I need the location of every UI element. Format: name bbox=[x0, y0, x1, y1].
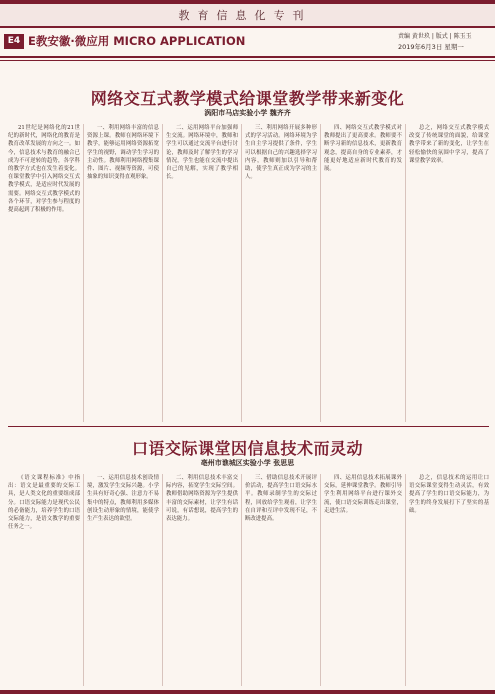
article2-column-5 bbox=[324, 474, 402, 686]
column-divider bbox=[320, 474, 321, 686]
article1-column-2 bbox=[87, 124, 159, 422]
column-divider bbox=[241, 124, 242, 422]
article1-paragraph: 四、网络交互式教学模式对教师提出了更高要求。教师要不断学习新的信息技术，更新教育观念，提高自身的专业素养，才能更好地适应新时代教育的发展。 bbox=[324, 125, 402, 173]
column-header bbox=[0, 0, 495, 26]
article1-paragraph: 一、利用网络丰富的信息资源上课。教师在网络环境下教学，能够运用网络资源拓宽学生的视野，调动学生学习的主动性。教师利用网络搜集课件、图片、视频等资源，可使抽象的知识变得直观形象。 bbox=[87, 125, 159, 181]
article2-column-6 bbox=[409, 474, 489, 686]
article2-paragraph: 三、借助信息技术开展评价活动，提高学生口语交际水平。教师录制学生的交际过程，回放给学生观看，让学生在自评和互评中发现不足，不断改进提高。 bbox=[245, 475, 317, 523]
article2-paragraph: 四、运用信息技术拓展课外交际，延伸课堂教学。教师引导学生利用网络平台进行课外交流，使口语交际训练走出课堂，走进生活。 bbox=[324, 475, 402, 514]
column-divider bbox=[241, 474, 242, 686]
column-divider bbox=[162, 474, 163, 686]
column-divider bbox=[320, 124, 321, 422]
article1-paragraph: 总之，网络交互式教学模式改变了传统课堂的面貌，给课堂教学带来了新的变化，让学生在轻松愉快的氛围中学习，提高了课堂教学效率。 bbox=[409, 125, 489, 164]
article1-paragraph: 三、利用网络开展多种形式的学习活动。网络环境为学生自主学习提供了条件，学生可以根据自己的兴趣选择学习内容，教师则加以引导和帮助，使学生真正成为学习的主人。 bbox=[245, 125, 317, 181]
column-name: E教安徽·微应用 MICRO APPLICATION bbox=[28, 34, 246, 48]
column-title: 教育信息化专刊 bbox=[178, 9, 312, 22]
masthead-rule-thin bbox=[0, 60, 495, 61]
issue-date: 2019年6月3日 星期一 bbox=[398, 43, 464, 51]
article1-column-5 bbox=[324, 124, 402, 422]
article2-column-3 bbox=[166, 474, 238, 686]
article2-column-2 bbox=[87, 474, 159, 686]
article1-author: 涡阳市马店实验小学 魏齐齐 bbox=[204, 109, 291, 117]
column-divider bbox=[83, 474, 84, 686]
article1-title: 网络交互式教学模式给课堂教学带来新变化 bbox=[90, 89, 405, 108]
article2-column-1 bbox=[8, 474, 80, 686]
article2-paragraph: 总之，信息技术的运用让口语交际课堂变得生动灵活，有效提高了学生的口语交际能力，为学生的终身发展打下了坚实的基础。 bbox=[409, 475, 489, 514]
masthead bbox=[0, 30, 495, 54]
article2-column-4 bbox=[245, 474, 317, 686]
column-divider bbox=[405, 474, 406, 686]
header-edge-rule bbox=[0, 26, 495, 28]
article1-column-6 bbox=[409, 124, 489, 422]
article1-column-3 bbox=[166, 124, 238, 422]
article2-title: 口语交际课堂因信息技术而灵动 bbox=[131, 439, 363, 458]
article1-paragraph: 21世纪是网络化的21世纪的新时代，网络化的教育是教育改革发展的方向之一。如今，信息技术与教育的融合已成为不可逆转的趋势，各学科的教学方式也在发生着变化。在课堂教学中引入网络交互式教学模式，是适应时代发展的需要。网络交互式教学模式的各个环节，对学生参与程度的提高起到了积极的作用。 bbox=[8, 125, 80, 214]
article1-column-4 bbox=[245, 124, 317, 422]
editor-line: 责编 黄世玖 | 版式 | 陈玉玉 bbox=[398, 33, 472, 40]
column-divider bbox=[83, 124, 84, 422]
article2-paragraph: 二、利用信息技术丰富交际内容，拓宽学生交际空间。教师借助网络资源为学生提供丰富的交际素材，让学生有话可说，有话想说，提高学生的表达能力。 bbox=[166, 475, 238, 523]
footer-bar bbox=[0, 690, 495, 694]
column-divider bbox=[162, 124, 163, 422]
article2-author: 亳州市谯城区实验小学 张思思 bbox=[200, 459, 295, 467]
masthead-rule bbox=[0, 56, 495, 58]
article2-paragraph: 《语文课程标准》中指出：语文是最重要的交际工具，是人类文化的重要组成部分。口语交际能力是现代公民的必备能力，培养学生的口语交际能力，是语文教学的重要任务之一。 bbox=[8, 475, 80, 531]
article1-column-1 bbox=[8, 124, 80, 422]
article2-paragraph: 一、运用信息技术创设情境，激发学生交际兴趣。小学生具有好奇心强、注意力不易集中的特点，教师利用多媒体创设生动形象的情境，能使学生产生表达的欲望。 bbox=[87, 475, 159, 523]
article-separator bbox=[8, 426, 489, 427]
page-number: E4 bbox=[4, 34, 24, 49]
column-divider bbox=[405, 124, 406, 422]
article1-paragraph: 二、运用网络平台加强师生交流。网络环境中，教师和学生可以通过交流平台进行讨论，教师及时了解学生的学习情况，学生也能在交流中提出自己的见解，实现了教学相长。 bbox=[166, 125, 238, 181]
